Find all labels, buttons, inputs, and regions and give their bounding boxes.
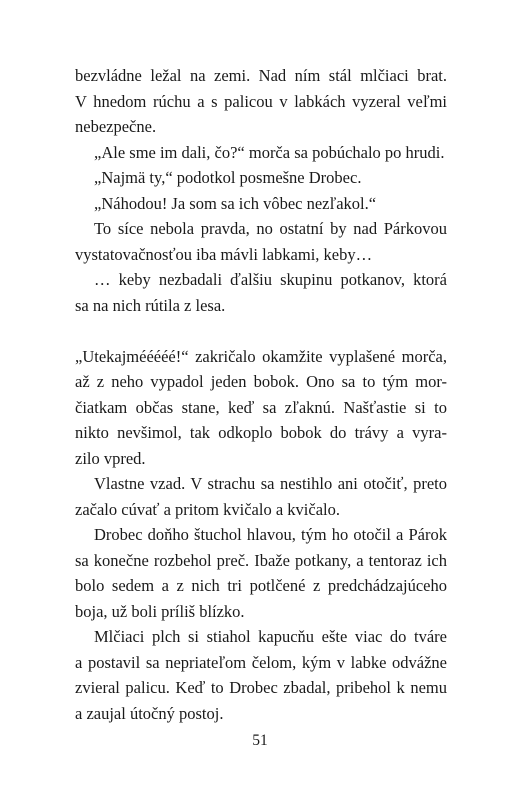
- text-line: „Najmä ty,“ podotkol posmešne Drobec.: [94, 168, 362, 187]
- text-line: „Ale sme im dali, čo?“ morča sa pobúchalo po hrudi.: [94, 142, 445, 162]
- text-line: … keby nezbadali ďalšiu skupinu potkanov, ktorá: [94, 270, 447, 289]
- paragraph: [75, 624, 447, 726]
- text-line: vystatovačnosťou iba mávli labkami, keby…: [75, 244, 373, 264]
- paragraph: [75, 216, 447, 267]
- text-line: čiatkam občas stane, keď sa zľaknú. Našťastie si to: [75, 397, 447, 417]
- paragraph: [75, 140, 447, 166]
- text-line: Vlastne vzad. V strachu sa nestihlo ani otočiť, preto: [94, 474, 447, 493]
- text-line: „Utekajmééééé!“ zakričalo okamžite vyplašené morča,: [75, 346, 447, 366]
- text-line: zvieral palicu. Keď to Drobec zbadal, pribehol k nemu: [75, 678, 447, 697]
- text-line: bezvládne ležal na zemi. Nad ním stál mlčiaci brat.: [75, 66, 447, 85]
- paragraph: [75, 344, 447, 472]
- text-line: až z neho vypadol jeden bobok. Ono sa to tým mor-: [75, 372, 447, 391]
- text-line: Drobec doňho štuchol hlavou, tým ho otočil a Párok: [94, 525, 447, 544]
- text-line: „Náhodou! Ja som sa ich vôbec nezľakol.“: [94, 193, 377, 213]
- text-line: nikto nevšimol, tak odkoplo bobok do trávy a vyra-: [75, 423, 447, 442]
- text-line: boja, už boli príliš blízko.: [75, 601, 245, 621]
- page-body: [75, 63, 447, 726]
- section-break: [75, 318, 447, 344]
- text-line: Mlčiaci plch si stiahol kapucňu ešte viac do tváre: [94, 627, 447, 646]
- paragraph: [75, 267, 447, 318]
- text-line: sa na nich rútila z lesa.: [75, 295, 226, 315]
- text-line: sa konečne rozbehol preč. Ibaže potkany, a tentoraz ich: [75, 550, 447, 570]
- text-line: bolo sedem a z nich tri potlčené z predchádzajúceho: [75, 576, 447, 595]
- paragraph: [75, 471, 447, 522]
- text-line: a postavil sa nepriateľom čelom, kým v labke odvážne: [75, 652, 447, 672]
- text-line: a zaujal útočný postoj.: [75, 703, 224, 723]
- paragraph: [75, 63, 447, 140]
- text-line: začalo cúvať a pritom kvičalo a kvičalo.: [75, 499, 340, 519]
- text-line: To síce nebola pravda, no ostatní by nad Párkovou: [94, 219, 447, 238]
- text-line: V hnedom rúchu a s palicou v labkách vyzeral veľmi: [75, 91, 447, 111]
- paragraph: [75, 191, 447, 217]
- paragraph: [75, 165, 447, 191]
- paragraph: [75, 522, 447, 624]
- text-line: zilo vpred.: [75, 448, 146, 468]
- page-number: 51: [252, 732, 268, 749]
- text-line: nebezpečne.: [75, 117, 157, 136]
